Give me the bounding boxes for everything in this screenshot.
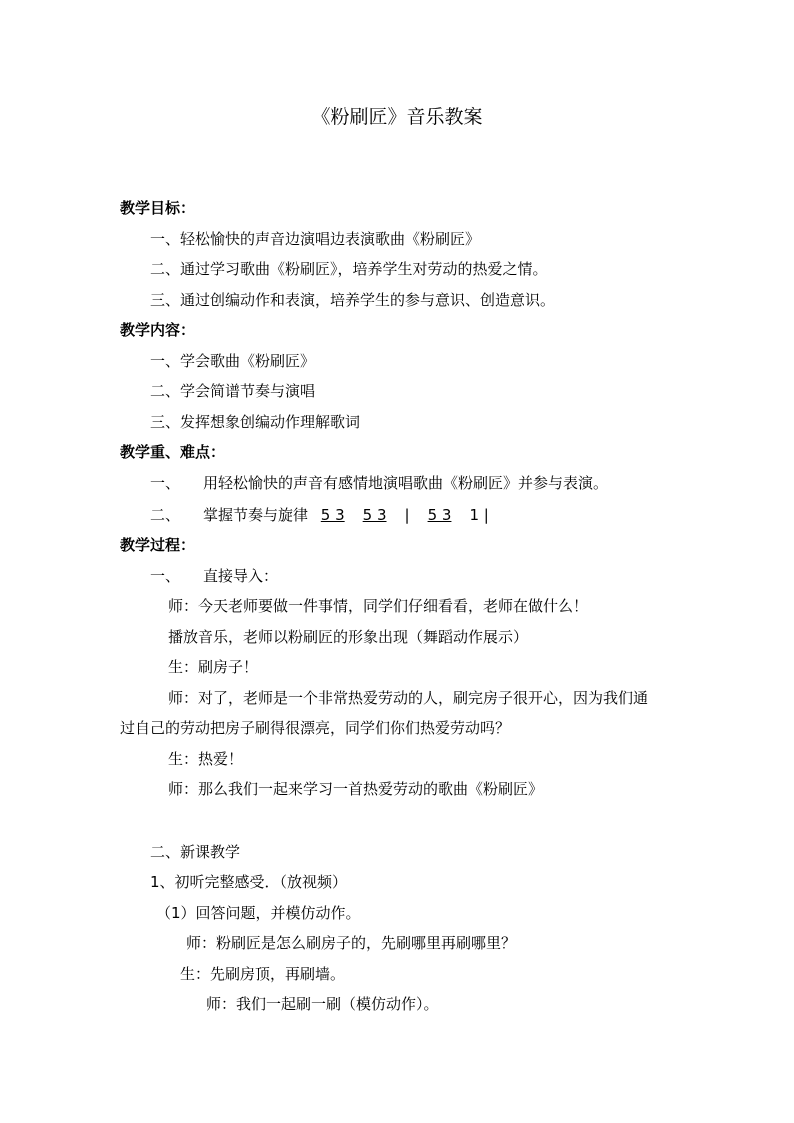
section-heading-process: 教学过程： <box>120 536 196 554</box>
section-heading-keypoints: 教学重、难点： <box>120 443 226 461</box>
rhythm-group-4: 1 | <box>469 506 489 524</box>
rhythm-group-2: 5 3 <box>362 506 387 524</box>
keypoint-1-text: 用轻松愉快的声音有感情地演唱歌曲《粉刷匠》并参与表演。 <box>203 474 609 492</box>
keypoint-2-line <box>203 505 489 525</box>
process-step-1-text: 直接导入： <box>203 567 279 585</box>
objective-item-1: 一、轻松愉快的声音边演唱边表演歌曲《粉刷匠》 <box>150 230 481 248</box>
keypoint-1-number: 一、 <box>150 474 181 492</box>
process-line-6: 生：热爱！ <box>168 750 244 768</box>
objective-item-2: 二、通过学习歌曲《粉刷匠》，培养学生对劳动的热爱之情。 <box>150 260 548 278</box>
process-sub-1: 1、初听完整感受．（放视频） <box>150 873 348 891</box>
section-heading-content: 教学内容： <box>120 321 196 339</box>
content-item-2: 二、学会简谱节奏与演唱 <box>150 382 316 400</box>
process-line-4: 师：对了，老师是一个非常热爱劳动的人，刷完房子很开心，因为我们通 <box>168 689 649 707</box>
objective-item-3: 三、通过创编动作和表演，培养学生的参与意识、创造意识。 <box>150 291 556 309</box>
process-step-1-number: 一、 <box>150 567 181 585</box>
rhythm-barline: | <box>404 506 410 524</box>
page-title: 《粉刷匠》音乐教案 <box>311 106 483 128</box>
dialog-line-3: 师：我们一起刷一刷（模仿动作）。 <box>206 995 439 1013</box>
process-line-7: 师：那么我们一起来学习一首热爱劳动的歌曲《粉刷匠》 <box>168 780 544 798</box>
process-sub-1-1: （1）回答问题，并模仿动作。 <box>156 904 361 922</box>
dialog-line-2: 生：先刷房顶，再刷墙。 <box>180 965 346 983</box>
process-step-2: 二、新课教学 <box>150 843 241 861</box>
rhythm-notation <box>321 505 489 525</box>
keypoint-2-number: 二、 <box>150 506 181 524</box>
process-line-2: 播放音乐，老师以粉刷匠的形象出现（舞蹈动作展示） <box>168 628 529 646</box>
keypoint-2-text: 掌握节奏与旋律 <box>203 506 309 524</box>
section-heading-objectives: 教学目标： <box>120 199 196 217</box>
dialog-line-1: 师：粉刷匠是怎么刷房子的，先刷哪里再刷哪里？ <box>186 934 517 952</box>
process-line-3: 生：刷房子！ <box>168 658 259 676</box>
rhythm-group-1: 5 3 <box>320 506 345 524</box>
process-line-5: 过自己的劳动把房子刷得很漂亮，同学们你们热爱劳动吗？ <box>120 719 511 737</box>
content-item-3: 三、发挥想象创编动作理解歌词 <box>150 413 361 431</box>
process-line-1: 师：今天老师要做一件事情，同学们仔细看看，老师在做什么！ <box>168 597 589 615</box>
content-item-1: 一、学会歌曲《粉刷匠》 <box>150 352 316 370</box>
rhythm-group-3: 5 3 <box>427 506 452 524</box>
